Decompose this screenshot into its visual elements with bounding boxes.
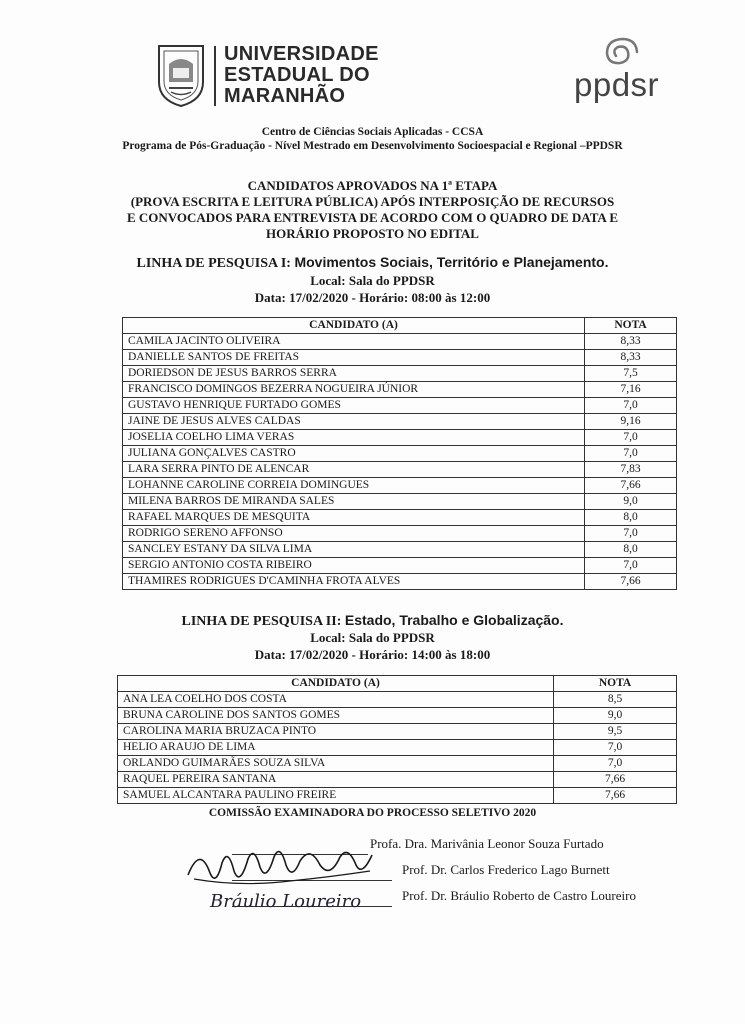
table-row xyxy=(123,462,677,478)
table-row xyxy=(118,692,677,708)
candidate-grade: 9,0 xyxy=(554,708,677,724)
column-header-candidate: CANDIDATO (A) xyxy=(118,676,554,692)
table-row xyxy=(123,398,677,414)
table-row xyxy=(123,446,677,462)
table-row xyxy=(123,414,677,430)
candidate-name: SERGIO ANTONIO COSTA RIBEIRO xyxy=(123,558,585,574)
table-row xyxy=(118,724,677,740)
candidate-name: ORLANDO GUIMARÃES SOUZA SILVA xyxy=(118,756,554,772)
table-row xyxy=(123,574,677,590)
candidate-name: THAMIRES RODRIGUES D'CAMINHA FROTA ALVES xyxy=(123,574,585,590)
candidates-table-line-2 xyxy=(117,675,677,804)
candidate-grade: 9,0 xyxy=(585,494,677,510)
table-row xyxy=(123,558,677,574)
candidate-name: FRANCISCO DOMINGOS BEZERRA NOGUEIRA JÚNIOR xyxy=(123,382,585,398)
candidate-grade: 7,0 xyxy=(585,430,677,446)
research-line-2-date: Data: 17/02/2020 - Horário: 14:00 às 18:00 xyxy=(254,647,491,662)
ppdsr-logo-text: ppdsr xyxy=(574,66,660,103)
title-line: CANDIDATOS APROVADOS NA 1ª ETAPA xyxy=(247,178,498,193)
commission-member: Prof. Dr. Carlos Frederico Lago Burnett xyxy=(402,862,610,877)
university-name xyxy=(224,44,379,107)
candidate-name: CAMILA JACINTO OLIVEIRA xyxy=(123,334,585,350)
candidate-name: JAINE DE JESUS ALVES CALDAS xyxy=(123,414,585,430)
candidate-grade: 7,0 xyxy=(585,446,677,462)
table-row xyxy=(123,430,677,446)
candidate-grade: 7,0 xyxy=(585,558,677,574)
candidate-name: ANA LEA COELHO DOS COSTA xyxy=(118,692,554,708)
research-line-2-title xyxy=(0,612,745,630)
candidate-grade: 8,33 xyxy=(585,350,677,366)
research-line-2-local: Local: Sala do PPDSR xyxy=(310,630,435,645)
candidate-grade: 7,0 xyxy=(554,740,677,756)
university-name-line: ESTADUAL DO xyxy=(224,64,370,86)
commission-member: Prof. Dr. Bráulio Roberto de Castro Loureiro xyxy=(402,888,636,903)
table-row xyxy=(118,708,677,724)
candidate-name: HELIO ARAUJO DE LIMA xyxy=(118,740,554,756)
candidate-grade: 9,16 xyxy=(585,414,677,430)
commission-title: COMISSÃO EXAMINADORA DO PROCESSO SELETIVO 2020 xyxy=(208,807,537,819)
candidate-name: RODRIGO SERENO AFFONSO xyxy=(123,526,585,542)
title-line: HORÁRIO PROPOSTO NO EDITAL xyxy=(266,226,479,241)
research-line-1-title xyxy=(0,254,745,272)
candidate-grade: 9,5 xyxy=(554,724,677,740)
table-row xyxy=(123,350,677,366)
table-row xyxy=(123,494,677,510)
candidate-grade: 7,16 xyxy=(585,382,677,398)
candidate-name: GUSTAVO HENRIQUE FURTADO GOMES xyxy=(123,398,585,414)
table-header-row xyxy=(118,676,677,692)
candidate-grade: 7,66 xyxy=(554,788,677,804)
university-name-line: UNIVERSIDADE xyxy=(224,43,379,65)
commission-member: Profa. Dra. Marivânia Leonor Souza Furtado xyxy=(370,836,604,851)
research-line-1-local: Local: Sala do PPDSR xyxy=(310,273,435,288)
candidate-name: CAROLINA MARIA BRUZACA PINTO xyxy=(118,724,554,740)
candidate-grade: 8,5 xyxy=(554,692,677,708)
candidate-grade: 7,0 xyxy=(585,398,677,414)
document-title xyxy=(0,178,745,242)
candidate-grade: 8,33 xyxy=(585,334,677,350)
research-line-prefix: LINHA DE PESQUISA I: xyxy=(136,256,295,271)
research-line-name: Movimentos Sociais, Território e Planejamento. xyxy=(294,254,609,270)
candidate-name: SAMUEL ALCANTARA PAULINO FREIRE xyxy=(118,788,554,804)
research-line-1-date: Data: 17/02/2020 - Horário: 08:00 às 12:00 xyxy=(254,290,491,305)
column-header-grade: NOTA xyxy=(554,676,677,692)
table-row xyxy=(123,510,677,526)
table-header-row xyxy=(123,318,677,334)
candidate-name: RAQUEL PEREIRA SANTANA xyxy=(118,772,554,788)
logo-divider xyxy=(214,46,216,106)
candidate-grade: 7,66 xyxy=(554,772,677,788)
candidate-grade: 7,0 xyxy=(554,756,677,772)
candidate-name: LARA SERRA PINTO DE ALENCAR xyxy=(123,462,585,478)
table-row xyxy=(118,756,677,772)
candidate-name: LOHANNE CAROLINE CORREIA DOMINGUES xyxy=(123,478,585,494)
candidate-name: RAFAEL MARQUES DE MESQUITA xyxy=(123,510,585,526)
university-name-line: MARANHÃO xyxy=(224,85,346,107)
candidate-name: MILENA BARROS DE MIRANDA SALES xyxy=(123,494,585,510)
university-seal-logo xyxy=(155,42,207,108)
program-name: Programa de Pós-Graduação - Nível Mestrado em Desenvolvimento Socioespacial e Regional –PPDSR xyxy=(122,140,623,152)
candidates-table-line-1 xyxy=(122,317,677,590)
candidate-name: DANIELLE SANTOS DE FREITAS xyxy=(123,350,585,366)
center-name: Centro de Ciências Sociais Aplicadas - CCSA xyxy=(261,126,484,138)
candidate-grade: 8,0 xyxy=(585,510,677,526)
handwritten-signatures xyxy=(180,835,380,915)
candidate-grade: 7,5 xyxy=(585,366,677,382)
candidate-grade: 7,66 xyxy=(585,478,677,494)
candidate-grade: 7,66 xyxy=(585,574,677,590)
title-line: (PROVA ESCRITA E LEITURA PÚBLICA) APÓS INTERPOSIÇÃO DE RECURSOS xyxy=(130,194,615,209)
table-row xyxy=(118,772,677,788)
research-line-prefix: LINHA DE PESQUISA II: xyxy=(181,614,345,629)
table-row xyxy=(123,542,677,558)
research-line-name: Estado, Trabalho e Globalização. xyxy=(344,612,564,628)
title-line: E CONVOCADOS PARA ENTREVISTA DE ACORDO COM O QUADRO DE DATA E xyxy=(126,210,619,225)
table-row xyxy=(123,478,677,494)
table-row xyxy=(123,382,677,398)
signature-text: Bráulio Loureiro xyxy=(210,891,362,912)
column-header-grade: NOTA xyxy=(585,318,677,334)
candidate-name: JULIANA GONÇALVES CASTRO xyxy=(123,446,585,462)
column-header-candidate: CANDIDATO (A) xyxy=(123,318,585,334)
table-row xyxy=(123,366,677,382)
candidate-name: BRUNA CAROLINE DOS SANTOS GOMES xyxy=(118,708,554,724)
candidate-name: JOSELIA COELHO LIMA VERAS xyxy=(123,430,585,446)
candidate-grade: 7,83 xyxy=(585,462,677,478)
table-row xyxy=(118,740,677,756)
candidate-name: DORIEDSON DE JESUS BARROS SERRA xyxy=(123,366,585,382)
candidate-name: SANCLEY ESTANY DA SILVA LIMA xyxy=(123,542,585,558)
candidate-grade: 8,0 xyxy=(585,542,677,558)
candidate-grade: 7,0 xyxy=(585,526,677,542)
table-row xyxy=(123,334,677,350)
table-row xyxy=(123,526,677,542)
table-row xyxy=(118,788,677,804)
